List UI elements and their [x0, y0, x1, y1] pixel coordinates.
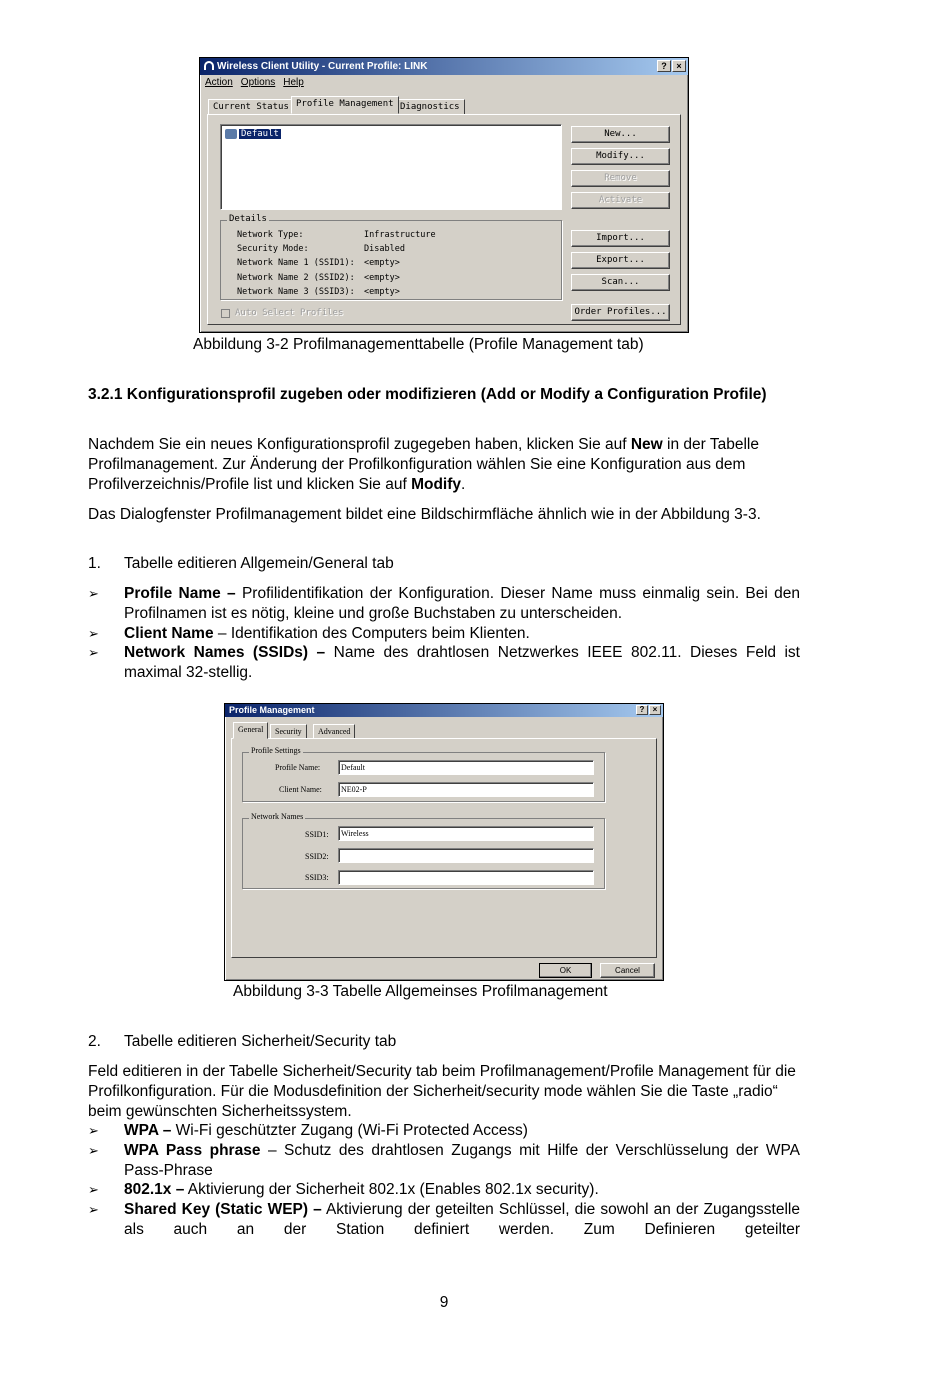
new-button[interactable]: New...: [571, 126, 670, 143]
bullet-text: 802.1x – Aktivierung der Sicherheit 802.1x (Enables 802.1x security).: [124, 1181, 599, 1198]
detail-value: Disabled: [364, 244, 405, 255]
item-number: 2.: [88, 1033, 101, 1050]
bullet-arrow-icon: ➢: [88, 645, 99, 660]
menu-help[interactable]: Help: [283, 77, 304, 88]
tab-advanced[interactable]: Advanced: [313, 724, 355, 739]
bullet-arrow-icon: ➢: [88, 1123, 99, 1138]
profile-settings-label: Profile Settings: [251, 746, 301, 755]
bullet-text: WPA Pass phrase – Schutz des drahtlosen Zugangs mit Hilfe der Verschlüsselung der WPA Pass-Phrase: [124, 1142, 801, 1179]
dialog-title: Profile Management: [229, 705, 315, 715]
ssid3-label: SSID3:: [305, 873, 329, 882]
auto-select-label: Auto Select Profiles: [235, 308, 344, 318]
bullet-network-names: [88, 643, 800, 683]
bullet-arrow-icon: ➢: [88, 626, 99, 641]
menu-bar: [205, 77, 304, 88]
bullet-wpa-pass-phrase: [88, 1141, 800, 1181]
ssid1-input[interactable]: Wireless: [338, 826, 594, 841]
bullet-text: WPA – Wi-Fi geschützter Zugang (Wi-Fi Protected Access): [124, 1122, 528, 1139]
window-titlebar: [200, 58, 688, 75]
bullet-wpa: [88, 1121, 800, 1141]
profile-management-dialog: [224, 703, 664, 981]
paragraph-text: Nachdem Sie ein neues Konfigurationsprofil zugegeben haben, klicken Sie auf: [88, 436, 631, 453]
paragraph-text: in der Tabelle Profilmanagement. Zur Änderung der Profilkonfiguration wählen Sie eine Konfiguration aus dem Profilverzeichnis/Profile list und klicken Sie auf: [88, 436, 759, 493]
activate-button[interactable]: Activate: [571, 192, 670, 209]
client-name-label: Client Name:: [279, 785, 322, 794]
paragraph-add-modify: [88, 435, 800, 495]
bullet-arrow-icon: ➢: [88, 1143, 99, 1158]
modify-button[interactable]: Modify...: [571, 148, 670, 165]
scan-button[interactable]: Scan...: [571, 274, 670, 291]
ssid1-label: SSID1:: [305, 830, 329, 839]
tab-profile-management[interactable]: Profile Management: [291, 96, 399, 114]
paragraph-dialog: Das Dialogfenster Profilmanagement bildet eine Bildschirmfläche ähnlich wie in der Abbildung 3-3.: [88, 506, 761, 523]
detail-value: <empty>: [364, 258, 400, 269]
import-button[interactable]: Import...: [571, 230, 670, 247]
cancel-button[interactable]: Cancel: [600, 963, 655, 978]
bullet-arrow-icon: ➢: [88, 1202, 99, 1217]
bullet-text: Client Name – Identifikation des Computers beim Klienten.: [124, 625, 530, 642]
new-keyword: New: [630, 436, 663, 453]
ssid2-input[interactable]: [338, 848, 594, 863]
profile-name-selected: Default: [241, 129, 279, 139]
item-number: 1.: [88, 555, 101, 572]
ssid2-label: SSID2:: [305, 852, 329, 861]
tab-current-status[interactable]: Current Status: [208, 99, 294, 115]
help-button[interactable]: ?: [636, 705, 648, 715]
section-heading: 3.2.1 Konfigurationsprofil zugeben oder modifizieren (Add or Modify a Configuration Profile): [88, 386, 767, 403]
bullet-text: Profile Name – Profilidentifikation der Konfiguration. Dieser Name muss einmalig sein. Bei den Profilnamen ist es nötig, kleine und große Buchstaben zu unterscheiden.: [124, 585, 800, 622]
order-profiles-button[interactable]: Order Profiles...: [571, 304, 670, 321]
ssid3-input[interactable]: [338, 870, 594, 885]
detail-key: Network Name 2 (SSID2):: [237, 272, 355, 283]
close-button[interactable]: ×: [649, 705, 661, 715]
page-number: 9: [439, 1294, 449, 1311]
bullet-client-name: [88, 624, 800, 644]
bullet-arrow-icon: ➢: [88, 1182, 99, 1197]
item-text: Tabelle editieren Allgemein/General tab: [124, 555, 394, 572]
detail-key: Network Name 3 (SSID3):: [237, 286, 355, 297]
export-button[interactable]: Export...: [571, 252, 670, 269]
help-button[interactable]: ?: [657, 60, 671, 72]
detail-value: <empty>: [364, 286, 400, 297]
client-name-input[interactable]: NE02-P: [338, 782, 594, 797]
profile-name-label: Profile Name:: [275, 763, 321, 772]
item-text: Tabelle editieren Sicherheit/Security tab: [124, 1033, 397, 1050]
dialog-titlebar: [225, 704, 663, 717]
profile-icon: [225, 129, 237, 139]
bullet-text: Network Names (SSIDs) – Name des drahtlosen Netzwerkes IEEE 802.11. Dieses Feld ist maximal 32-stellig.: [124, 644, 800, 681]
paragraph-text: .: [461, 476, 466, 493]
detail-value: <empty>: [364, 272, 400, 283]
tab-general[interactable]: General: [233, 722, 268, 739]
window-title: Wireless Client Utility - Current Profile: LINK: [217, 61, 428, 72]
profile-list[interactable]: [220, 124, 562, 210]
detail-key: Security Mode:: [237, 244, 309, 255]
tab-security[interactable]: Security: [270, 724, 307, 739]
profile-name-input[interactable]: Default: [338, 760, 594, 775]
figure-caption-3-3: Abbildung 3-3 Tabelle Allgemeinses Profilmanagement: [233, 983, 608, 1000]
remove-button[interactable]: Remove: [571, 170, 670, 187]
detail-key: Network Name 1 (SSID1):: [237, 258, 355, 269]
network-names-label: Network Names: [251, 812, 304, 821]
menu-options[interactable]: Options: [240, 77, 276, 88]
details-label: Details: [229, 214, 267, 224]
bullet-shared-key: [88, 1200, 800, 1240]
figure-caption-3-2: Abbildung 3-2 Profilmanagementtabelle (Profile Management tab): [193, 336, 644, 353]
wifi-icon: [204, 61, 214, 70]
detail-value: Infrastructure: [364, 230, 436, 240]
auto-select-checkbox[interactable]: [221, 308, 343, 318]
bullet-8021x: [88, 1180, 800, 1200]
detail-key: Network Type:: [237, 230, 304, 240]
tab-diagnostics[interactable]: Diagnostics: [395, 99, 465, 115]
menu-action[interactable]: Action: [205, 77, 233, 88]
checkbox-box: [221, 309, 230, 318]
bullet-arrow-icon: ➢: [88, 586, 99, 601]
paragraph-security: Feld editieren in der Tabelle Sicherheit/Security tab beim Profilmanagement/Profile Management für die Profilkonfiguration. Für die Modusdefinition der Sicherheit/security mode wählen Sie die Taste „radio“ beim gewünschten Sicherheitssystem.: [88, 1063, 796, 1120]
wireless-client-utility-window: [199, 57, 689, 333]
profile-list-item[interactable]: [225, 129, 281, 139]
bullet-text: Shared Key (Static WEP) – Aktivierung der geteilten Schlüssel, die sowohl an der Zugangsstelle als auch an der Station definiert werden. Zum Definieren geteilter: [124, 1201, 800, 1238]
ok-button[interactable]: OK: [539, 963, 592, 978]
modify-keyword: Modify: [411, 476, 461, 493]
bullet-profile-name: [88, 584, 800, 624]
close-button[interactable]: ×: [672, 60, 686, 72]
